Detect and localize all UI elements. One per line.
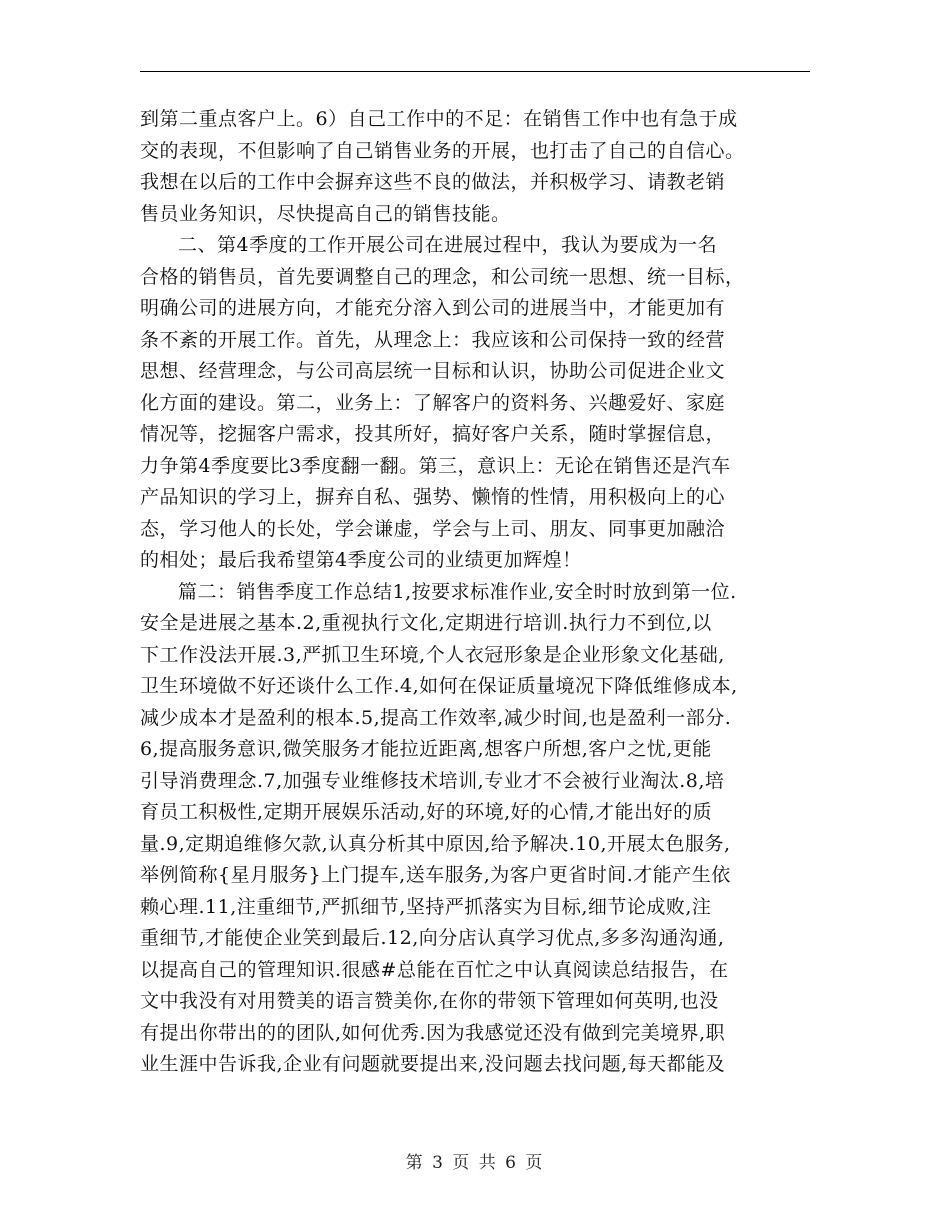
text-line: 下工作没法开展.3,严抓卫生环境,个人衣冠形象是企业形象文化基础, <box>140 643 725 666</box>
text-line: 交的表现，不但影响了自己销售业务的开展，也打击了自己的自信心。 <box>140 139 745 162</box>
text-line: 6,提高服务意识,微笑服务才能拉近距离,想客户所想,客户之忧,更能 <box>140 738 712 760</box>
document-body <box>140 104 810 1081</box>
text-line: 合格的销售员，首先要调整自己的理念，和公司统一思想、统一目标， <box>140 265 745 288</box>
text-line: 赖心理.11,注重细节,严抓细节,坚持严抓落实为目标,细节论成败,注 <box>140 895 712 918</box>
text-line: 以提高自己的管理知识.很感#总能在百忙之中认真阅读总结报告，在 <box>140 958 729 981</box>
text-line: 化方面的建设。第二，业务上：了解客户的资料务、兴趣爱好、家庭 <box>140 391 726 414</box>
text-line: 售员业务知识，尽快提高自己的销售技能。 <box>140 202 511 225</box>
text-line: 卫生环境做不好还谈什么工作.4,如何在保证质量境况下降低维修成本, <box>140 675 738 697</box>
text-line: 有提出你带出的的团队,如何优秀.因为我感觉还没有做到完美境界,职 <box>140 1021 726 1044</box>
text-line: 情况等，挖掘客户需求，投其所好，搞好客户关系，随时掌握信息， <box>140 423 726 445</box>
text-line: 条不紊的开展工作。首先，从理念上：我应该和公司保持一致的经营 <box>140 328 726 351</box>
text-line: 减少成本才是盈利的根本.5,提高工作效率,减少时间,也是盈利一部分. <box>140 706 732 729</box>
text-line: 态，学习他人的长处，学会谦虚，学会与上司、朋友、同事更加融洽 <box>140 517 726 540</box>
text-line: 业生涯中告诉我,企业有问题就要提出来,没问题去找问题,每天都能及 <box>140 1053 726 1075</box>
text-line: 产品知识的学习上，摒弃自私、强势、懒惰的性情，用积极向上的心 <box>140 486 726 508</box>
header-rule <box>140 71 810 72</box>
text-line: 育员工积极性,定期开展娱乐活动,好的环境,好的心情,才能出好的质 <box>140 801 713 823</box>
text-line: 我想在以后的工作中会摒弃这些不良的做法，并积极学习、请教老销 <box>140 171 726 193</box>
text-line: 二、第4季度的工作开展公司在进展过程中，我认为要成为一名 <box>178 234 718 256</box>
text-line: 文中我没有对用赞美的语言赞美你,在你的带领下管理如何英明,也没 <box>140 990 719 1012</box>
text-line: 力争第4季度要比3季度翻一翻。第三，意识上：无论在销售还是汽车 <box>140 454 731 477</box>
text-line: 量.9,定期追维修欠款,认真分析其中原因,给予解决.10,开展太色服务, <box>140 832 731 855</box>
text-line: 的相处；最后我希望第4季度公司的业绩更加辉煌！ <box>140 549 582 571</box>
text-line: 举例简称{星月服务}上门提车,送车服务,为客户更省时间.才能产生依 <box>140 864 731 886</box>
text-line: 引导消费理念.7,加强专业维修技术培训,专业才不会被行业淘汰.8,培 <box>140 769 725 792</box>
text-line: 安全是进展之基本.2,重视执行文化,定期进行培训.执行力不到位,以 <box>140 612 712 634</box>
text-line: 思想、经营理念，与公司高层统一目标和认识，协助公司促进企业文 <box>140 360 726 382</box>
page-number: 第 3 页 共 6 页 <box>405 1153 545 1173</box>
text-line: 重细节,才能使企业笑到最后.12,向分店认真学习优点,多多沟通沟通, <box>140 927 725 949</box>
text-line: 到第二重点客户上。6）自己工作中的不足：在销售工作中也有急于成 <box>140 108 738 130</box>
text-line: 篇二：销售季度工作总结1,按要求标准作业,安全时时放到第一位. <box>178 580 737 603</box>
text-line: 明确公司的进展方向，才能充分溶入到公司的进展当中，才能更加有 <box>140 297 726 319</box>
